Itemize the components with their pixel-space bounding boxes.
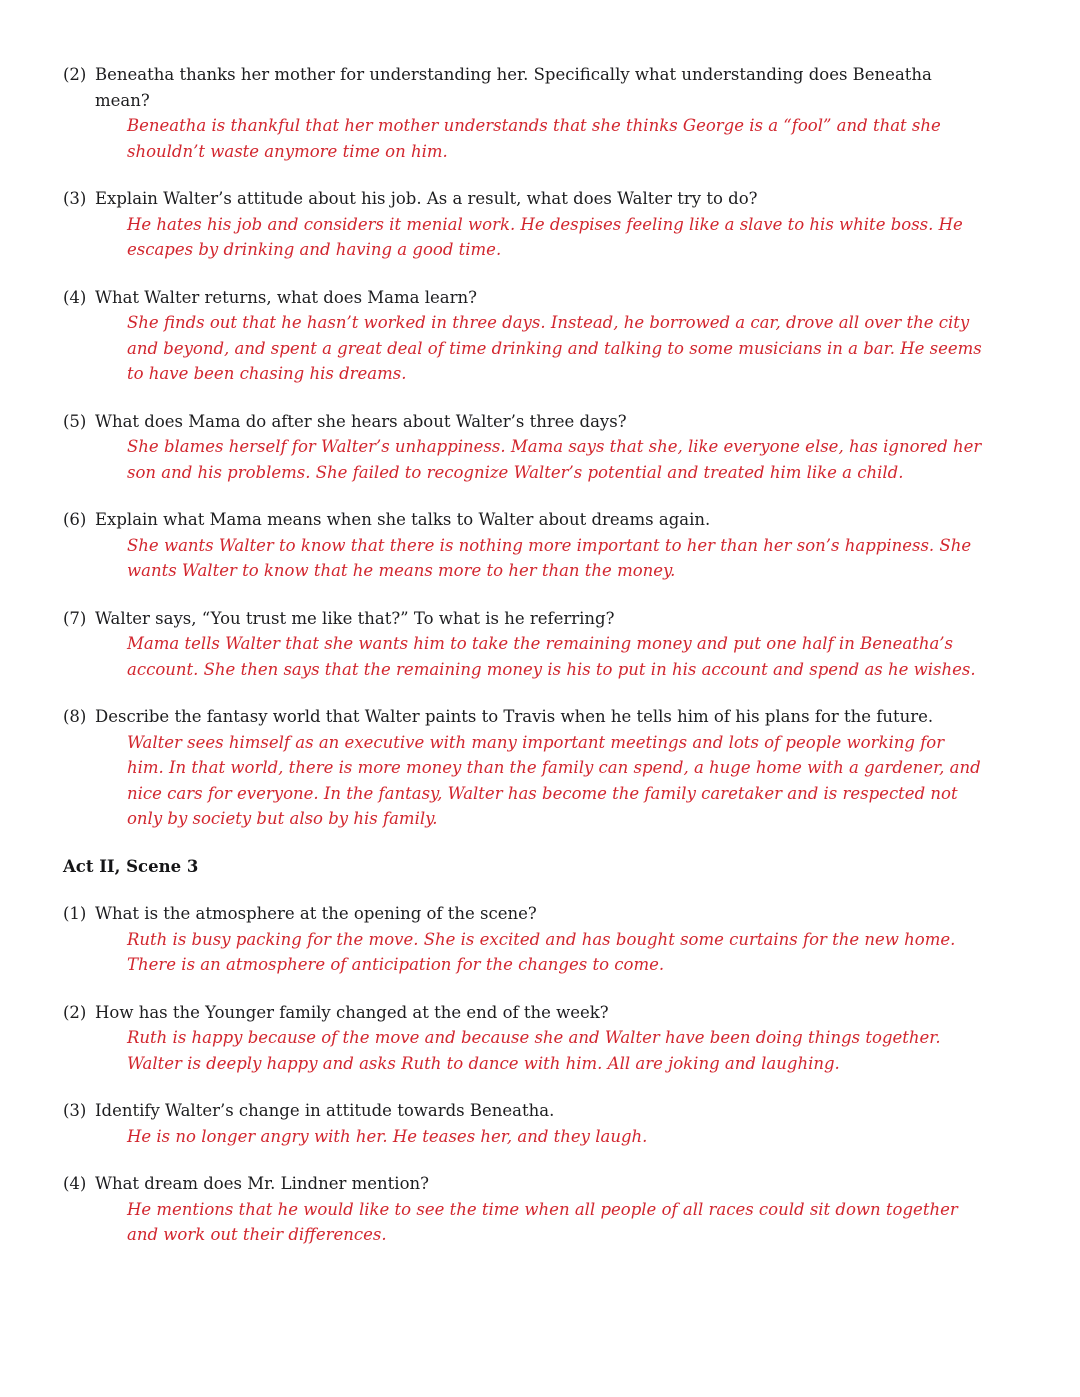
question-text: Explain Walter’s attitude about his job. As a result, what does Walter try to do?	[95, 189, 758, 208]
question-text: How has the Younger family changed at the end of the week?	[95, 1002, 609, 1022]
question-line	[63, 606, 1017, 632]
question-answer-block	[63, 1098, 1017, 1149]
section-heading: Act II, Scene 3	[63, 856, 199, 876]
answer-line: Beneatha is thankful that her mother understands that she thinks George is a “fool” and that she	[127, 116, 941, 135]
question-line	[63, 186, 1017, 212]
answer-line: son and his problems. She failed to recognize Walter’s potential and treated him like a child.	[127, 462, 904, 482]
question-number: (3)	[63, 189, 87, 208]
question-text: Beneatha thanks her mother for understanding her. Specifically what understanding does Beneatha	[95, 65, 932, 84]
answer-line: Mama tells Walter that she wants him to take the remaining money and put one half in Beneatha’s	[127, 634, 953, 653]
answer-line: Ruth is busy packing for the move. She is excited and has bought some curtains for the new home.	[127, 929, 956, 949]
question-text: Identify Walter’s change in attitude towards Beneatha.	[95, 1101, 555, 1120]
question-text: Explain what Mama means when she talks to Walter about dreams again.	[95, 510, 711, 529]
question-line	[95, 88, 1017, 114]
question-answer-block	[63, 186, 1017, 263]
question-number: (6)	[63, 510, 87, 529]
answer-line: She wants Walter to know that there is nothing more important to her than her son’s happiness. She	[127, 535, 972, 555]
question-answer-block	[63, 901, 1017, 978]
answer-line: only by society but also by his family.	[127, 809, 438, 828]
question-line	[63, 1171, 1017, 1197]
document-content	[63, 62, 1017, 1248]
question-line	[63, 285, 1017, 311]
question-text: What is the atmosphere at the opening of the scene?	[95, 904, 537, 923]
answer-line: He is no longer angry with her. He teases her, and they laugh.	[127, 1126, 648, 1146]
question-line	[63, 1098, 1017, 1124]
question-answer-block	[63, 409, 1017, 486]
answer-line: He mentions that he would like to see the time when all people of all races could sit down together	[127, 1199, 958, 1219]
question-line	[63, 704, 1017, 730]
answer-line: shouldn’t waste anymore time on him.	[127, 141, 448, 161]
question-answer-block	[63, 507, 1017, 584]
answer-line: and work out their differences.	[127, 1225, 387, 1244]
question-answer-block	[63, 285, 1017, 387]
question-text: What does Mama do after she hears about Walter’s three days?	[95, 411, 627, 431]
question-text: What dream does Mr. Lindner mention?	[95, 1174, 429, 1193]
answer-line: Walter sees himself as an executive with many important meetings and lots of people working for	[127, 732, 945, 752]
question-answer-block	[63, 606, 1017, 683]
answer-line: He hates his job and considers it menial work. He despises feeling like a slave to his white boss. He	[127, 214, 963, 234]
answer-line: him. In that world, there is more money than the family can spend, a huge home with a gardener, and	[127, 758, 981, 777]
question-number: (3)	[63, 1101, 87, 1120]
question-text: mean?	[95, 90, 150, 110]
answer-line: and beyond, and spent a great deal of time drinking and talking to some musicians in a bar. He seems	[127, 338, 982, 358]
question-number: (1)	[63, 904, 87, 923]
answer-line: account. She then says that the remaining money is his to put in his account and spend as he wishes.	[127, 659, 976, 679]
question-line	[63, 901, 1017, 927]
answer-line: to have been chasing his dreams.	[127, 364, 407, 383]
question-line	[63, 1000, 1017, 1026]
question-number: (4)	[63, 287, 87, 307]
question-line	[63, 507, 1017, 533]
question-answer-block	[63, 704, 1017, 832]
question-number: (2)	[63, 1002, 87, 1022]
question-text: Describe the fantasy world that Walter paints to Travis when he tells him of his plans for the future.	[95, 707, 934, 726]
answer-line: nice cars for everyone. In the fantasy, Walter has become the family caretaker and is respected not	[127, 783, 958, 803]
answer-line: escapes by drinking and having a good time.	[127, 240, 502, 259]
answer-line: Walter is deeply happy and asks Ruth to dance with him. All are joking and laughing.	[127, 1053, 840, 1073]
answer-line: Ruth is happy because of the move and because she and Walter have been doing things together.	[127, 1028, 941, 1047]
question-number: (5)	[63, 411, 87, 431]
question-answer-block	[63, 1000, 1017, 1077]
question-text: Walter says, “You trust me like that?” To what is he referring?	[95, 608, 615, 628]
question-number: (8)	[63, 707, 87, 726]
question-line	[63, 409, 1017, 435]
answer-line: She finds out that he hasn’t worked in three days. Instead, he borrowed a car, drove all over the city	[127, 313, 970, 332]
question-answer-block	[63, 62, 1017, 164]
answer-line: wants Walter to know that he means more to her than the money.	[127, 561, 676, 580]
answer-line: She blames herself for Walter’s unhappiness. Mama says that she, like everyone else, has ignored her	[127, 437, 982, 456]
question-text: What Walter returns, what does Mama learn?	[95, 287, 477, 307]
question-answer-block	[63, 1171, 1017, 1248]
question-number: (2)	[63, 65, 87, 84]
question-number: (4)	[63, 1174, 87, 1193]
answer-line: There is an atmosphere of anticipation for the changes to come.	[127, 955, 665, 974]
question-line	[63, 62, 1017, 88]
question-number: (7)	[63, 608, 87, 628]
